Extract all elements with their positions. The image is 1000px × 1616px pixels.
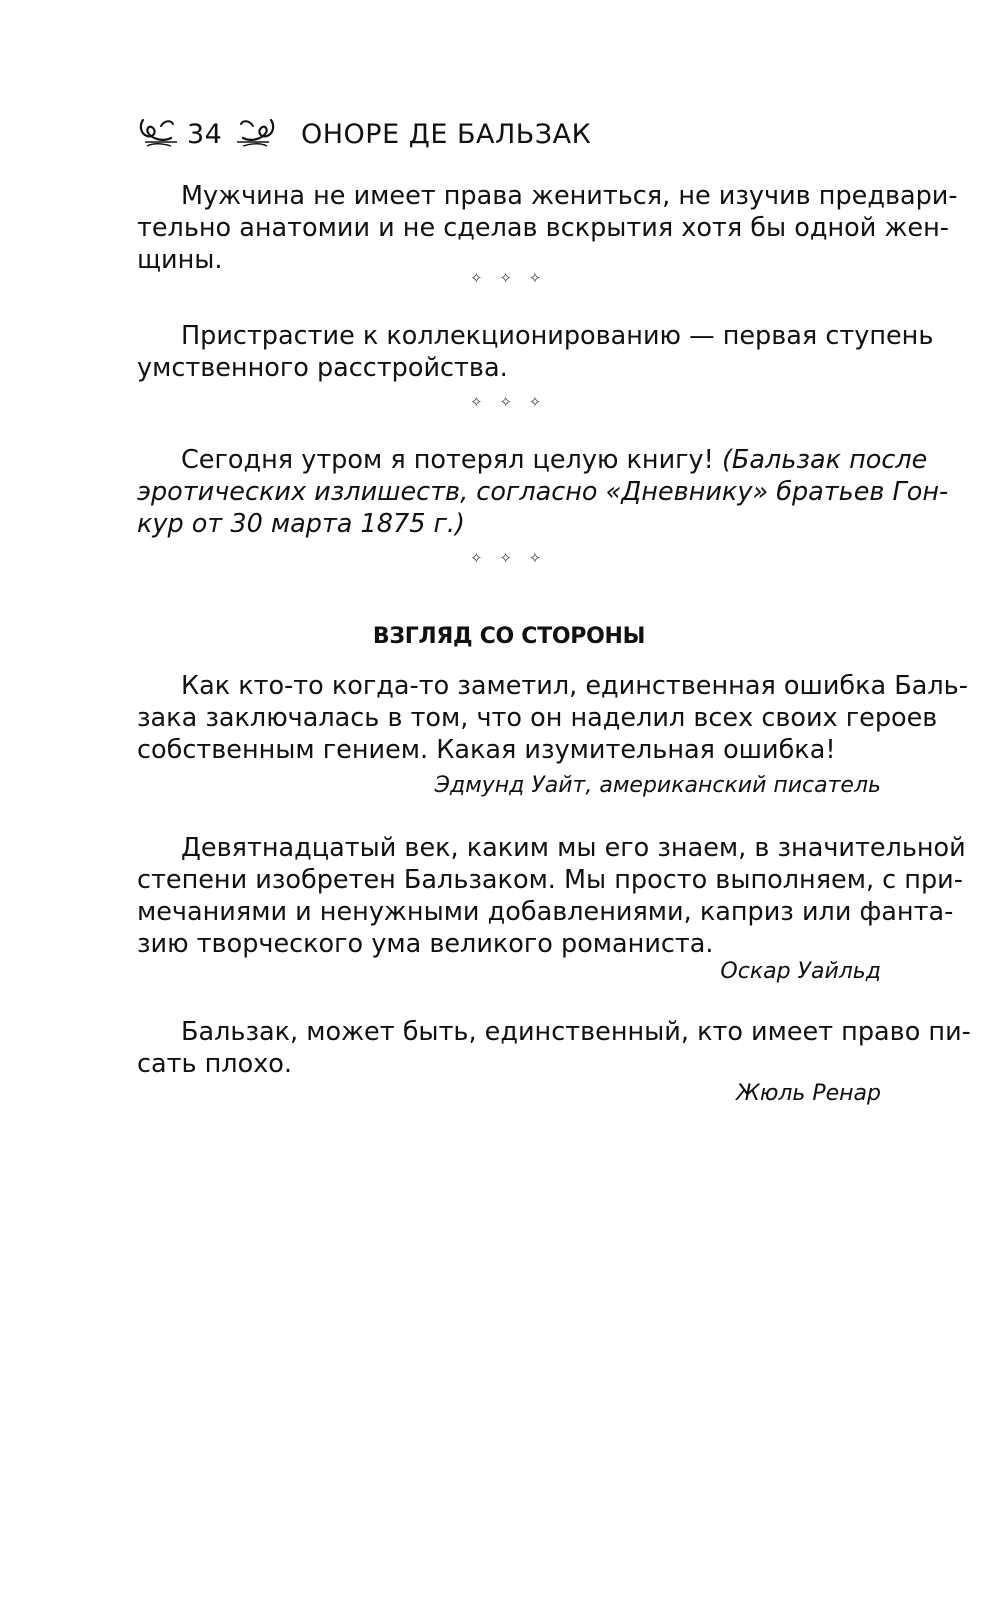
text-line: Сегодня утром я потерял целую книгу! (Бальзак после: [181, 445, 928, 475]
text-line: тельно анатомии и не сделав вскрытия хотя бы одной жен-: [137, 213, 949, 243]
separator-stars: [470, 548, 550, 568]
separator-glyphs: ✧ ✧ ✧: [470, 393, 548, 411]
text-line: щины.: [137, 245, 223, 275]
text-line: Мужчина не имеет права жениться, не изучив предвари-: [181, 181, 958, 211]
quote-paragraph: [137, 670, 968, 766]
quote-paragraph: [137, 180, 958, 276]
quote-paragraph: [137, 832, 966, 960]
text-line: кур от 30 марта 1875 г.): [137, 509, 465, 539]
running-header: [137, 110, 877, 162]
text-line: мечаниями и ненужными добавлениями, каприз или фанта-: [137, 897, 954, 927]
text-line: степени изобретен Бальзаком. Мы просто выполняем, с при-: [137, 865, 963, 895]
quote-paragraph: [137, 444, 949, 540]
separator-glyphs: ✧ ✧ ✧: [470, 269, 548, 287]
separator-stars: [470, 268, 550, 288]
text-line: зака заключалась в том, что он наделил всех своих героев: [137, 703, 938, 733]
quote-author: Жюль Ренар: [736, 1081, 881, 1106]
flourish-ornament-icon: [137, 112, 181, 152]
text-line: эротических излишеств, согласно «Дневнику» братьев Гон-: [137, 477, 949, 507]
text-line: Как кто-то когда-то заметил, единственная ошибка Баль-: [181, 671, 968, 701]
text-line: Бальзак, может быть, единственный, кто имеет право пи-: [181, 1017, 971, 1047]
flourish-ornament-icon: [233, 112, 277, 152]
separator-glyphs: ✧ ✧ ✧: [470, 549, 548, 567]
text-line: зию творческого ума великого романиста.: [137, 929, 714, 959]
page-number: 34: [187, 119, 223, 150]
quote-author: Оскар Уайльд: [720, 959, 881, 984]
text-line: Пристрастие к коллекционированию — первая ступень: [181, 321, 934, 351]
section-heading: ВЗГЛЯД СО СТОРОНЫ: [372, 624, 646, 649]
text-line: собственным гением. Какая изумительная ошибка!: [137, 735, 836, 765]
running-title: ОНОРЕ ДЕ БАЛЬЗАК: [301, 119, 592, 150]
quote-author: Эдмунд Уайт, американский писатель: [434, 773, 881, 798]
separator-stars: [470, 392, 550, 412]
quote-paragraph: [137, 1016, 971, 1080]
quote-paragraph: [137, 320, 934, 384]
text-line: умственного расстройства.: [137, 353, 508, 383]
text-line: сать плохо.: [137, 1049, 293, 1079]
text-line: Девятнадцатый век, каким мы его знаем, в значительной: [181, 833, 966, 863]
